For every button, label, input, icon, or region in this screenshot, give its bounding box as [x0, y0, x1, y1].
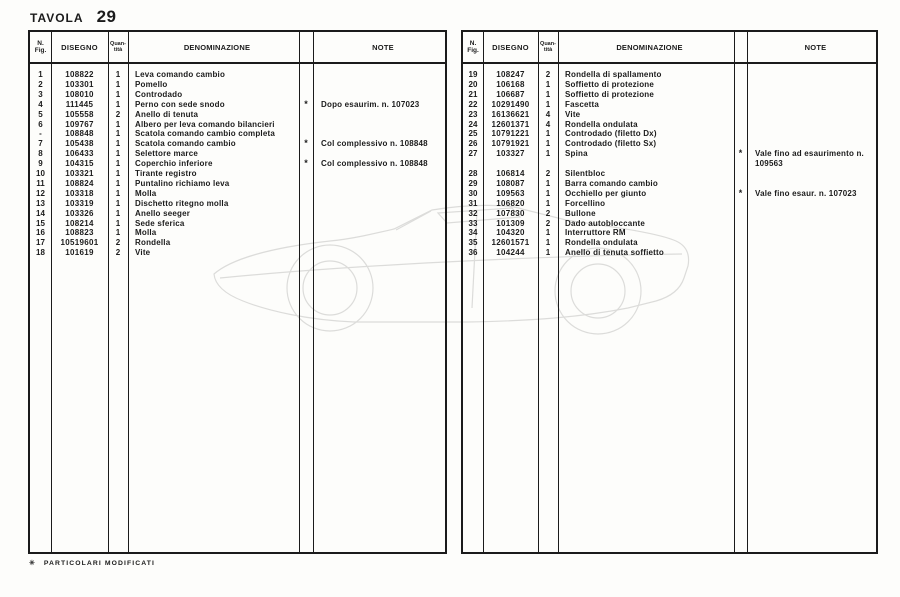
qty-cell: 1: [115, 129, 121, 139]
table-row: [463, 219, 876, 229]
disegno-cell: 104320: [496, 228, 525, 238]
qty-cell: 1: [545, 129, 551, 139]
disegno-cell: 104315: [65, 159, 94, 169]
table-row: [30, 169, 445, 179]
denominazione-cell: Dischetto ritegno molla: [135, 198, 229, 208]
denominazione-cell: Bullone: [565, 208, 596, 218]
header-fig: [30, 32, 51, 62]
table-row: [30, 199, 445, 209]
note-cell: Col complessivo n. 108848: [321, 159, 428, 169]
denominazione-cell: Albero per leva comando bilancieri: [135, 119, 275, 129]
qty-cell: 1: [545, 99, 551, 109]
table-header: [463, 32, 876, 64]
table-row: [463, 179, 876, 189]
denominazione-cell: Puntalino richiamo leva: [135, 178, 230, 188]
fig-cell: 21: [468, 89, 478, 99]
fig-cell: 13: [36, 198, 45, 208]
disegno-cell: 106687: [496, 89, 525, 99]
note-cell: Vale fino esaur. n. 107023: [755, 188, 857, 198]
denominazione-cell: Rondella: [135, 238, 171, 248]
fig-cell: 8: [38, 149, 43, 159]
qty-cell: 1: [115, 178, 121, 188]
denominazione-cell: Controdado: [135, 89, 183, 99]
header-qty-line2: tità: [113, 47, 123, 53]
denominazione-cell: Spina: [565, 149, 588, 159]
denominazione-cell: Occhiello per giunto: [565, 188, 647, 198]
asterisk-star-icon: ✳: [29, 560, 35, 567]
fig-cell: 36: [468, 248, 478, 258]
table-row: [463, 199, 876, 209]
qty-cell: 1: [115, 70, 121, 79]
header-qty-line1: Quan-: [110, 40, 126, 47]
denominazione-cell: Rondella ondulata: [565, 119, 638, 129]
denominazione-cell: Silentbloc: [565, 169, 606, 178]
qty-cell: 1: [115, 208, 121, 218]
qty-cell: 1: [115, 149, 121, 159]
qty-cell: 2: [545, 70, 551, 79]
table-row: [30, 90, 445, 100]
table-row: [30, 139, 445, 149]
qty-cell: 2: [115, 109, 121, 119]
qty-cell: 2: [545, 169, 551, 178]
disegno-cell: 103326: [65, 208, 94, 218]
table-row: [463, 100, 876, 110]
fig-cell: 19: [468, 70, 478, 79]
table-row: [30, 70, 445, 80]
header-fig-line2: Fig.: [467, 47, 479, 54]
disegno-cell: 10291490: [491, 99, 530, 109]
denominazione-cell: Interruttore RM: [565, 228, 626, 238]
table-row: [30, 159, 445, 169]
disegno-cell: 111445: [65, 99, 94, 109]
star-cell: *: [304, 158, 308, 169]
qty-cell: 1: [545, 139, 551, 149]
disegno-cell: 103319: [65, 198, 94, 208]
table-row: [30, 209, 445, 219]
denominazione-cell: Vite: [565, 109, 581, 119]
fig-cell: 23: [468, 109, 478, 119]
disegno-cell: 10791221: [491, 129, 530, 139]
qty-cell: 1: [115, 119, 121, 129]
fig-cell: 6: [38, 119, 43, 129]
header-fig-line1: N.: [469, 39, 477, 47]
qty-cell: 1: [545, 188, 551, 198]
disegno-cell: 108087: [496, 178, 525, 188]
denominazione-cell: Soffietto di protezione: [565, 89, 655, 99]
qty-cell: 1: [115, 159, 121, 169]
disegno-cell: 12601371: [491, 119, 530, 129]
table-row: [463, 238, 876, 248]
disegno-cell: 105438: [65, 139, 94, 149]
fig-cell: 9: [38, 159, 43, 169]
table-row: [30, 100, 445, 110]
fig-cell: 32: [468, 208, 478, 218]
header-disegno: DISEGNO: [61, 42, 98, 52]
disegno-cell: 104244: [496, 248, 525, 258]
qty-cell: 1: [545, 89, 551, 99]
table-row: [30, 189, 445, 199]
header-star-column: [299, 32, 313, 62]
header-qty-line2: tità: [543, 47, 553, 53]
disegno-cell: 108010: [65, 89, 94, 99]
denominazione-cell: Dado autobloccante: [565, 218, 646, 228]
table-row: [463, 248, 876, 258]
header-denominazione: DENOMINAZIONE: [616, 42, 683, 52]
disegno-cell: 103327: [496, 149, 525, 159]
parts-table-left: [28, 30, 447, 554]
table-row: [463, 110, 876, 120]
disegno-cell: 10791921: [491, 139, 530, 149]
qty-cell: 1: [115, 198, 121, 208]
parts-table-right: [461, 30, 878, 554]
note-cell: Vale fino ad esaurimento n. 109563: [755, 149, 864, 169]
page-title-label: TAVOLA: [30, 11, 84, 25]
page-title: [30, 7, 116, 27]
denominazione-cell: Pomello: [135, 79, 168, 89]
table-row: [30, 149, 445, 159]
disegno-cell: 103318: [65, 188, 94, 198]
fig-cell: 20: [468, 79, 478, 89]
denominazione-cell: Sede sferica: [135, 218, 185, 228]
qty-cell: 1: [115, 89, 121, 99]
qty-cell: 1: [115, 99, 121, 109]
table-row: [463, 228, 876, 238]
denominazione-cell: Selettore marce: [135, 149, 199, 159]
header-note: NOTE: [804, 42, 827, 52]
denominazione-cell: Vite: [135, 248, 151, 258]
header-fig-line1: N.: [37, 39, 44, 47]
table-header: [30, 32, 445, 64]
fig-cell: 34: [468, 228, 478, 238]
denominazione-cell: Anello di tenuta: [135, 109, 199, 119]
table-row: [463, 80, 876, 90]
disegno-cell: 101619: [65, 248, 94, 258]
fig-cell: 29: [468, 178, 478, 188]
star-cell: *: [738, 187, 743, 198]
table-row: [463, 209, 876, 219]
denominazione-cell: Fascetta: [565, 99, 600, 109]
disegno-cell: 108823: [65, 228, 94, 238]
denominazione-cell: Scatola comando cambio: [135, 139, 236, 149]
header-star-column: [734, 32, 747, 62]
footer-legend-label: PARTICOLARI MODIFICATI: [43, 559, 156, 567]
denominazione-cell: Molla: [135, 188, 157, 198]
fig-cell: 28: [468, 169, 478, 178]
fig-cell: 2: [38, 79, 43, 89]
denominazione-cell: Tirante registro: [135, 169, 197, 178]
header-note: NOTE: [372, 42, 394, 52]
fig-cell: 7: [38, 139, 43, 149]
note-cell: Dopo esaurim. n. 107023: [321, 99, 420, 109]
denominazione-cell: Rondella ondulata: [565, 238, 638, 248]
denominazione-cell: Scatola comando cambio completa: [135, 129, 276, 139]
star-cell: *: [738, 148, 743, 159]
disegno-cell: 106433: [65, 149, 94, 159]
fig-cell: 1: [38, 70, 43, 79]
table-row: [463, 120, 876, 130]
qty-cell: 1: [545, 178, 551, 188]
star-cell: *: [304, 138, 308, 149]
table-row: [30, 179, 445, 189]
qty-cell: 4: [545, 109, 551, 119]
qty-cell: 1: [545, 248, 551, 258]
table-row-spacer: [463, 159, 876, 169]
table-row: [30, 129, 445, 139]
qty-cell: 1: [115, 218, 121, 228]
disegno-cell: 108822: [65, 70, 94, 79]
footer-legend: [29, 559, 155, 567]
disegno-cell: 105558: [65, 109, 94, 119]
fig-cell: 24: [468, 119, 478, 129]
fig-cell: 14: [36, 208, 45, 218]
disegno-cell: 16136621: [491, 109, 530, 119]
fig-cell: 26: [468, 139, 478, 149]
header-fig: [463, 32, 483, 62]
denominazione-cell: Barra comando cambio: [565, 178, 658, 188]
disegno-cell: 108848: [65, 129, 94, 139]
header-quantita: [108, 32, 128, 62]
disegno-cell: 101309: [496, 218, 525, 228]
table-row: [463, 189, 876, 199]
fig-cell: 12: [36, 188, 45, 198]
fig-cell: 30: [468, 188, 478, 198]
qty-cell: 2: [115, 238, 121, 248]
disegno-cell: 109563: [496, 188, 525, 198]
fig-cell: 16: [36, 228, 45, 238]
disegno-cell: 107830: [496, 208, 525, 218]
header-disegno: DISEGNO: [492, 42, 529, 52]
denominazione-cell: Controdado (filetto Sx): [565, 139, 657, 149]
table-row: [30, 120, 445, 130]
qty-cell: 4: [545, 119, 551, 129]
table-row: [30, 219, 445, 229]
qty-cell: 1: [115, 228, 121, 238]
qty-cell: 1: [545, 198, 551, 208]
table-row: [463, 139, 876, 149]
qty-cell: 1: [545, 149, 551, 159]
qty-cell: 1: [545, 228, 551, 238]
fig-cell: 15: [36, 218, 45, 228]
disegno-cell: 108247: [496, 70, 525, 79]
header-qty-line1: Quan-: [540, 40, 556, 47]
table-row: [30, 228, 445, 238]
fig-cell: 18: [36, 248, 45, 258]
denominazione-cell: Controdado (filetto Dx): [565, 129, 657, 139]
disegno-cell: 108824: [65, 178, 94, 188]
denominazione-cell: Rondella di spallamento: [565, 70, 662, 79]
denominazione-cell: Anello seeger: [135, 208, 191, 218]
disegno-cell: 10519601: [60, 238, 99, 248]
disegno-cell: 103321: [65, 169, 94, 178]
table-row: [463, 148, 876, 169]
qty-cell: 1: [115, 188, 121, 198]
disegno-cell: 106820: [496, 198, 525, 208]
fig-cell: 3: [38, 89, 43, 99]
qty-cell: 1: [115, 169, 121, 178]
disegno-cell: 106814: [496, 169, 525, 178]
disegno-cell: 108214: [65, 218, 94, 228]
disegno-cell: 103301: [65, 79, 94, 89]
qty-cell: 2: [115, 248, 121, 258]
fig-cell: 10: [36, 169, 45, 178]
fig-cell: 11: [36, 178, 45, 188]
table-row: [463, 70, 876, 80]
denominazione-cell: Coperchio inferiore: [135, 159, 213, 169]
header-fig-line2: Fig.: [34, 47, 47, 54]
fig-cell: 17: [36, 238, 45, 248]
fig-cell: 5: [38, 109, 43, 119]
disegno-cell: 12601571: [491, 238, 530, 248]
table-row: [30, 248, 445, 258]
note-cell: Col complessivo n. 108848: [321, 139, 428, 149]
denominazione-cell: Molla: [135, 228, 157, 238]
qty-cell: 1: [545, 238, 551, 248]
fig-cell: -: [39, 129, 42, 139]
denominazione-cell: Anello di tenuta soffietto: [565, 248, 664, 258]
fig-cell: 33: [468, 218, 478, 228]
star-cell: *: [304, 98, 308, 109]
disegno-cell: 106168: [496, 79, 525, 89]
fig-cell: 27: [468, 149, 478, 159]
qty-cell: 1: [545, 79, 551, 89]
fig-cell: 31: [468, 198, 478, 208]
table-row: [30, 110, 445, 120]
fig-cell: 35: [468, 238, 478, 248]
page-title-number: 29: [96, 7, 117, 26]
qty-cell: 2: [545, 218, 551, 228]
header-denominazione: DENOMINAZIONE: [183, 42, 251, 52]
table-row: [463, 90, 876, 100]
disegno-cell: 109767: [65, 119, 94, 129]
qty-cell: 2: [545, 208, 551, 218]
qty-cell: 1: [115, 79, 121, 89]
table-row: [30, 238, 445, 248]
denominazione-cell: Perno con sede snodo: [135, 99, 225, 109]
table-row: [30, 80, 445, 90]
fig-cell: 22: [468, 99, 478, 109]
denominazione-cell: Forcellino: [565, 198, 606, 208]
table-row: [463, 129, 876, 139]
fig-cell: 25: [468, 129, 478, 139]
table-row: [463, 169, 876, 179]
fig-cell: 4: [38, 99, 43, 109]
denominazione-cell: Soffietto di protezione: [565, 79, 655, 89]
header-quantita: [538, 32, 558, 62]
qty-cell: 1: [115, 139, 121, 149]
denominazione-cell: Leva comando cambio: [135, 70, 226, 79]
